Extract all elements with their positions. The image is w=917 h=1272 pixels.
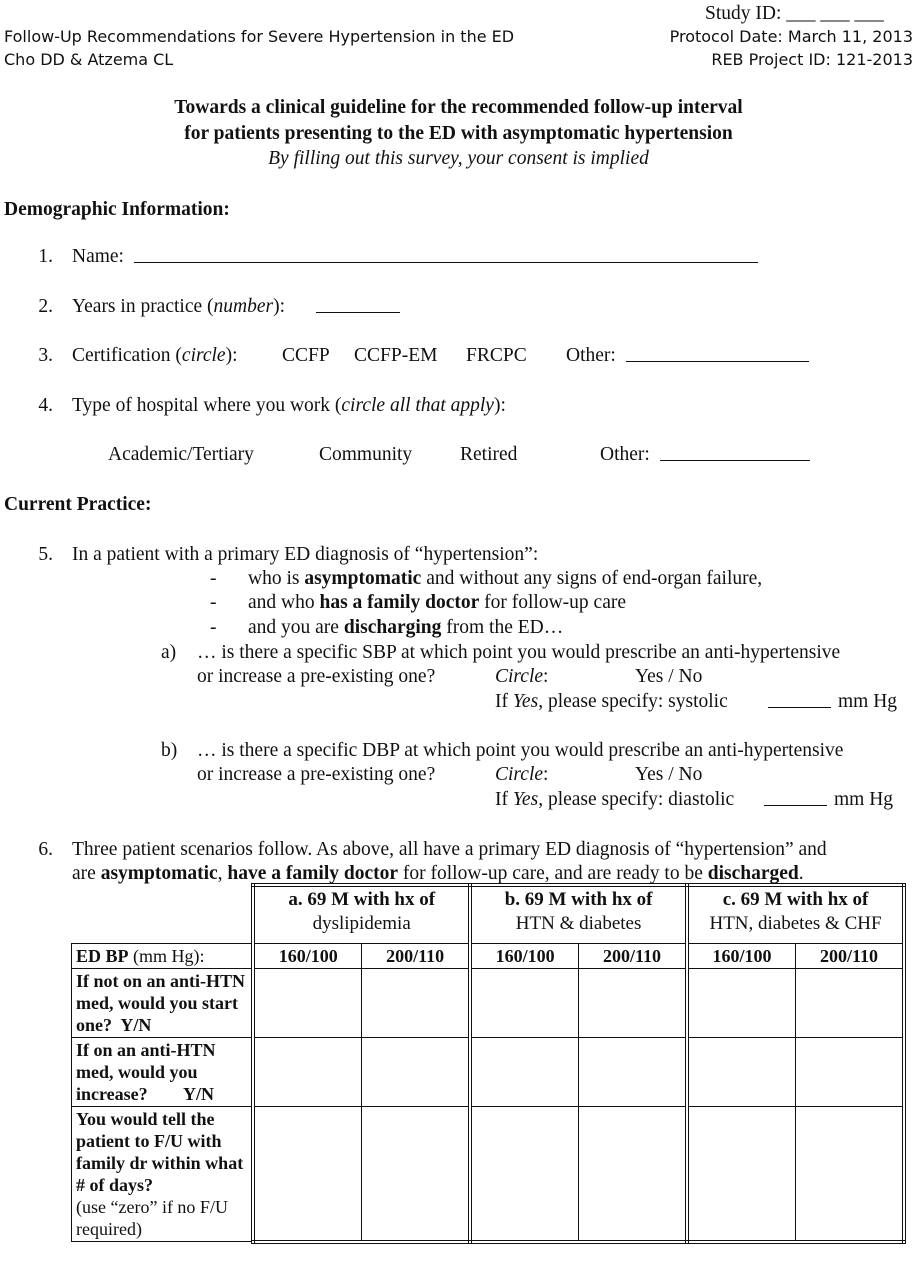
bp-value: 160/100 [687, 944, 795, 969]
title-line-1: Towards a clinical guideline for the recommended follow-up interval [174, 97, 743, 118]
practice-heading: Current Practice: [4, 494, 152, 515]
protocol-date: Protocol Date: March 11, 2013 [669, 27, 913, 46]
q4-hospital-label: Type of hospital where you work (circle all that apply): [72, 395, 506, 416]
other-hospital-input-line[interactable] [660, 443, 810, 461]
q6-line-2: are asymptomatic, have a family doctor for follow-up care, and are ready to be discharged. [72, 863, 804, 884]
option-other-cert[interactable]: Other: [566, 345, 616, 366]
option-academic[interactable]: Academic/Tertiary [108, 444, 254, 465]
q5b-letter: b) [161, 740, 178, 761]
q6-number: 6. [38, 839, 53, 860]
q5a-letter: a) [161, 642, 177, 663]
q4-number: 4. [38, 395, 53, 416]
q5a-specify-systolic: If Yes, please specify: systolic [495, 691, 728, 712]
bp-value: 200/110 [579, 944, 687, 969]
q5a-line-1: … is there a specific SBP at which point you would prescribe an anti-hypertensive [197, 642, 841, 663]
bullet-asymptomatic: who is asymptomatic and without any signs of end-organ failure, [248, 568, 763, 589]
bp-value: 200/110 [362, 944, 470, 969]
answer-cell[interactable] [579, 1107, 687, 1242]
answer-cell[interactable] [687, 969, 795, 1038]
start-med-label: If not on an anti-HTN med, would you start one? Y/N [72, 969, 254, 1038]
increase-med-row [72, 1038, 905, 1107]
title-line-2: for patients presenting to the ED with asymptomatic hypertension [184, 123, 733, 144]
q1-name-label: Name: [72, 246, 124, 267]
option-frcpc[interactable]: FRCPC [466, 345, 527, 366]
q5b-specify-diastolic: If Yes, please specify: diastolic [495, 789, 735, 810]
answer-cell[interactable] [362, 1107, 470, 1242]
q5b-line-2: or increase a pre-existing one? [197, 764, 436, 785]
answer-cell[interactable] [470, 1038, 578, 1107]
option-ccfp-em[interactable]: CCFP-EM [354, 345, 438, 366]
empty-corner [72, 885, 254, 944]
answer-cell[interactable] [687, 1107, 795, 1242]
q5a-yes-no[interactable]: Yes / No [635, 666, 703, 687]
q5b-circle-label: Circle: [495, 764, 549, 785]
authors: Cho DD & Atzema CL [4, 50, 174, 69]
q5a-line-2: or increase a pre-existing one? [197, 666, 436, 687]
option-retired[interactable]: Retired [460, 444, 518, 465]
systolic-input-line[interactable] [768, 690, 831, 708]
answer-cell[interactable] [579, 969, 687, 1038]
answer-cell[interactable] [362, 1038, 470, 1107]
bp-value: 160/100 [253, 944, 361, 969]
q5-intro: In a patient with a primary ED diagnosis of “hypertension”: [72, 544, 539, 565]
q6-line-1: Three patient scenarios follow. As above, all have a primary ED diagnosis of “hypertension” and [72, 839, 827, 860]
q5a-circle-label: Circle: [495, 666, 549, 687]
answer-cell[interactable] [253, 1038, 361, 1107]
bullet-dash: - [210, 568, 217, 589]
answer-cell[interactable] [362, 969, 470, 1038]
q5-number: 5. [38, 544, 53, 565]
diastolic-input-line[interactable] [764, 788, 827, 806]
name-input-line[interactable] [134, 245, 758, 263]
q2-years-label: Years in practice (number): [72, 296, 286, 317]
systolic-unit: mm Hg [838, 691, 898, 712]
demographics-heading: Demographic Information: [4, 199, 230, 220]
follow-up-days-label: You would tell the patient to F/U with family dr within what # of days? (use “zero” if no F/U required) [72, 1107, 254, 1242]
scenario-c-header: c. 69 M with hx of HTN, diabetes & CHF [687, 885, 904, 944]
bullet-dash: - [210, 617, 217, 638]
scenario-table [71, 883, 906, 1244]
bullet-family-doctor: and who has a family doctor for follow-up care [248, 592, 627, 613]
answer-cell[interactable] [470, 969, 578, 1038]
answer-cell[interactable] [795, 1107, 904, 1242]
start-med-row [72, 969, 905, 1038]
bp-value: 200/110 [795, 944, 904, 969]
answer-cell[interactable] [687, 1038, 795, 1107]
scenario-b-header: b. 69 M with hx of HTN & diabetes [470, 885, 687, 944]
answer-cell[interactable] [795, 1038, 904, 1107]
increase-med-label: If on an anti-HTN med, would you increase? Y/N [72, 1038, 254, 1107]
q1-number: 1. [38, 246, 53, 267]
study-id-field[interactable]: Study ID: ___ ___ ___ [705, 3, 884, 24]
reb-project-id: REB Project ID: 121-2013 [711, 50, 913, 69]
other-cert-input-line[interactable] [626, 344, 809, 362]
q3-certification-label: Certification (circle): [72, 345, 238, 366]
bp-row-label: ED BP (mm Hg): [72, 944, 254, 969]
option-ccfp[interactable]: CCFP [282, 345, 330, 366]
answer-cell[interactable] [579, 1038, 687, 1107]
bp-value: 160/100 [470, 944, 578, 969]
answer-cell[interactable] [253, 969, 361, 1038]
follow-up-days-row [72, 1107, 905, 1242]
running-title: Follow-Up Recommendations for Severe Hypertension in the ED [4, 27, 515, 46]
consent-statement: By filling out this survey, your consent is implied [268, 148, 649, 169]
q3-number: 3. [38, 345, 53, 366]
diastolic-unit: mm Hg [834, 789, 894, 810]
option-other-hospital[interactable]: Other: [600, 444, 650, 465]
q5b-line-1: … is there a specific DBP at which point you would prescribe an anti-hypertensive [197, 740, 844, 761]
answer-cell[interactable] [470, 1107, 578, 1242]
bp-row [72, 944, 905, 969]
answer-cell[interactable] [795, 969, 904, 1038]
scenario-a-header: a. 69 M with hx of dyslipidemia [253, 885, 470, 944]
bullet-discharging: and you are discharging from the ED… [248, 617, 564, 638]
years-input-line[interactable] [316, 295, 400, 313]
option-community[interactable]: Community [319, 444, 413, 465]
answer-cell[interactable] [253, 1107, 361, 1242]
bullet-dash: - [210, 592, 217, 613]
scenario-header-row [72, 885, 905, 944]
q5b-yes-no[interactable]: Yes / No [635, 764, 703, 785]
q2-number: 2. [38, 296, 53, 317]
